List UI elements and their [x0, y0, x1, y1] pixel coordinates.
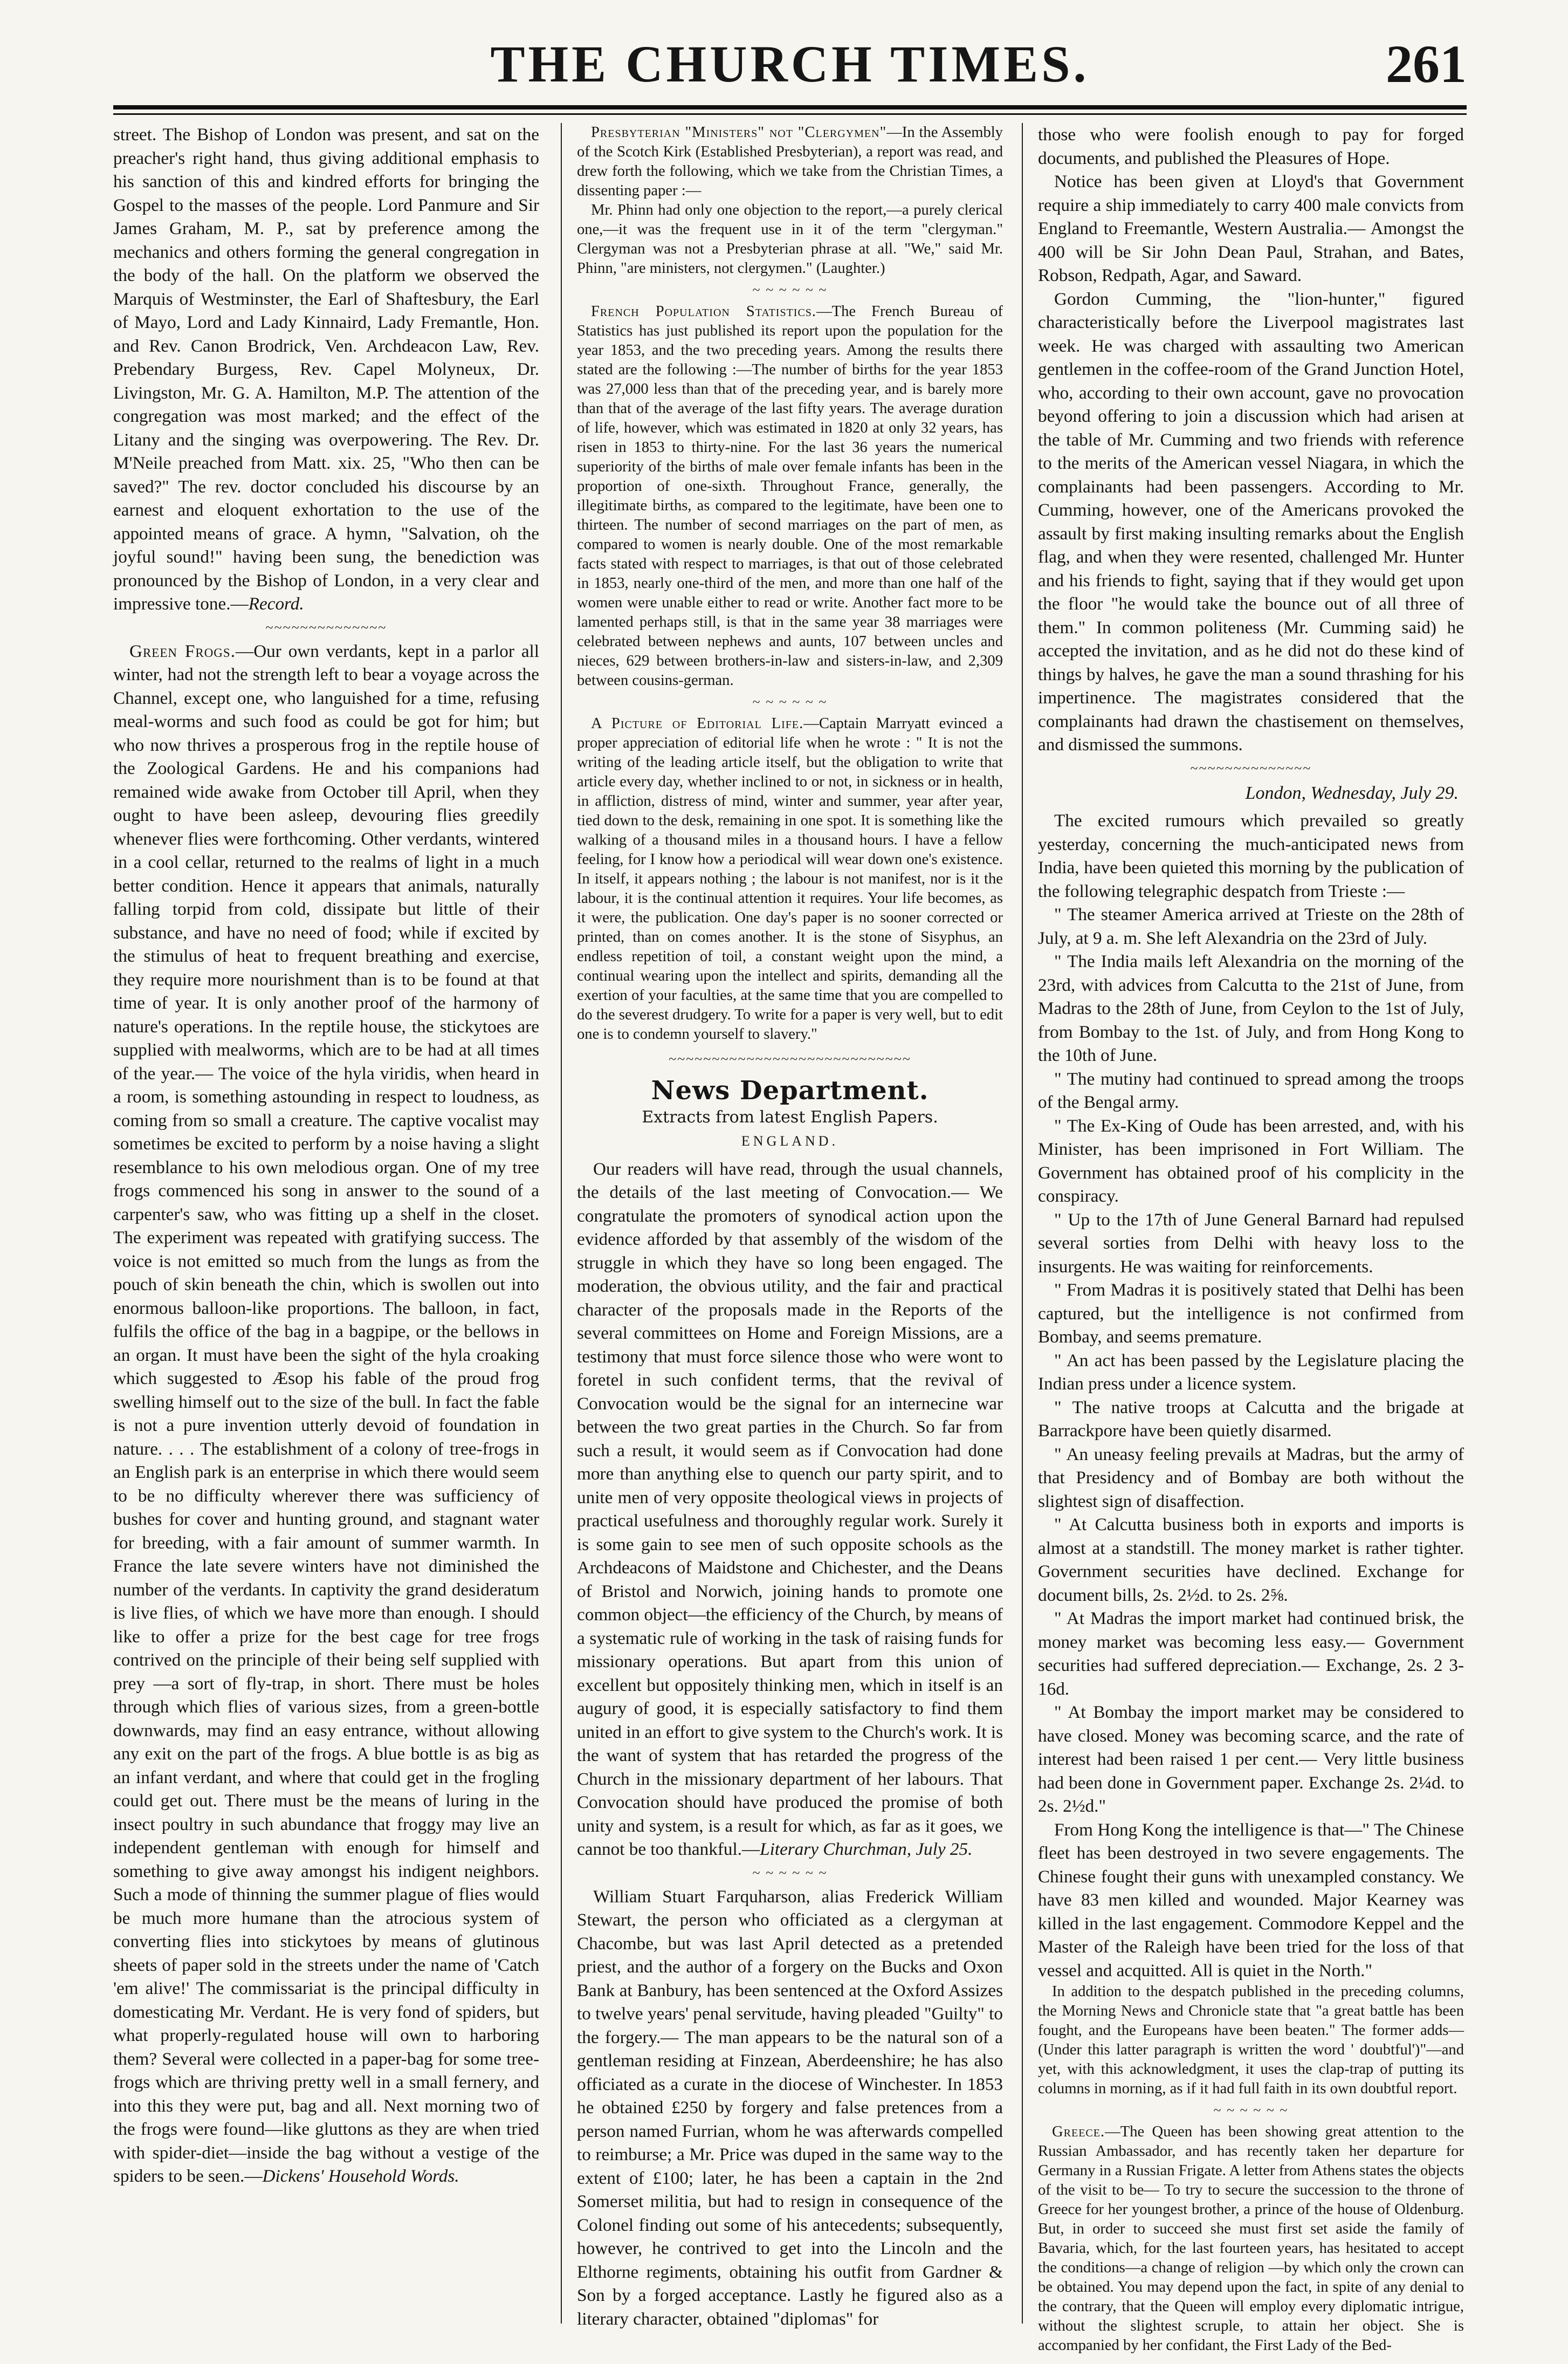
page-number: 261	[1386, 34, 1467, 94]
article-text: " At Bombay the import market may be considered to have closed. Money was becoming scarce, and the rate of interest had been raised 1 per cent.— Very little business had been done in Government paper. Exchange 2s. 2¼d. to 2s. 2½d."	[1038, 1702, 1464, 1816]
article-text: " From Madras it is positively stated that Delhi has been captured, but the intelligence is not confirmed from Bombay, and seems premature.	[1038, 1280, 1464, 1347]
article-paragraph	[1038, 1607, 1464, 1701]
article-paragraph	[1038, 287, 1464, 757]
source-citation: Literary Churchman, July 25.	[760, 1839, 973, 1859]
article-text: Notice has been given at Lloyd's that Government require a ship immediately to carry 400 male convicts from England to Freemantle, Western Australia.— Amongst the 400 will be Sir John Dean Paul, Strahan, and Bates, Robson, Redpath, Agar, and Saward.	[1038, 172, 1464, 285]
article-text: " The native troops at Calcutta and the brigade at Barrackpore have been quietly disarmed.	[1038, 1397, 1464, 1441]
article-paragraph	[1038, 123, 1464, 170]
article-text: In addition to the despatch published in the preceding columns, the Morning News and Chronicle state that "a great battle has been fought, and the Europeans have been beaten." The former adds—(Under this latter paragraph is written the word ' doubtful')"—and yet, with this acknowledgment, it uses the clap-trap of putting its columns in morning, as if it had full faith in its own doubtful report.	[1038, 1983, 1464, 2097]
article-text: —The French Bureau of Statistics has just published its report upon the population for the year 1853, and the two preceding years. Among the results there stated are the following :—The number of births for the year 1853 was 27,000 less than that of the preceding year, and is barely more than that of the average of the last fifty years. The average duration of life, however, which was estimated in 1820 at only 32 years, has risen in 1853 to thirty-nine. For the last 36 years the numerical superiority of the births of male over female infants has been in the proportion of one-sixth. Throughout France, generally, the illegitimate births, as compared to the legitimate, have been one to thirteen. The number of second marriages on the part of men, as compared to women is nearly double. One of the most remarkable facts stated with respect to marriages, is that out of those celebrated in 1853, nearly one-third of the men, and more than one half of the women were unable either to read or write. Another fact more to be lamented perhaps still, is that in the same year 38 marriages were celebrated between nephews and aunts, 107 between uncles and nieces, 629 between brothers-in-law and sisters-in-law, and 2,309 between cousins-german.	[577, 303, 1003, 689]
article-text: " The steamer America arrived at Trieste on the 28th of July, at 9 a. m. She left Alexandria on the 23rd of July.	[1038, 905, 1464, 948]
article-heading: French Population Statistics.	[591, 303, 817, 320]
article-paragraph	[577, 1157, 1003, 1861]
source-citation: Dickens' Household Words.	[262, 2166, 459, 2186]
column-2	[577, 123, 1003, 2329]
article-paragraph	[577, 714, 1003, 1044]
article-paragraph	[1038, 1396, 1464, 1443]
column-divider-2	[1022, 123, 1023, 2324]
section-separator: ~~~~~~~~~~~~~~	[265, 619, 387, 635]
article-text: —Our own verdants, kept in a parlor all winter, had not the strength left to bear a voyage across the Channel, except one, who languished for a time, refusing meal-worms and such food as could be got for him; but who now thrives a prosperous frog in the reptile house of the Zoological Gardens. He and his companions had remained wide awake from October till April, when they ought to have been asleep, devouring flies greedily whenever flies were forthcoming. Other verdants, wintered in a cool cellar, returned to the realms of light in a much better condition. Hence it appears that animals, naturally falling torpid from cold, dissipate but little of their substance, and have no need of food; while if excited by the stimulus of heat to frequent breathing and exercise, they require more nourishment than is to be found at that time of year. It is only another proof of the harmony of nature's operations. In the reptile house, the stickytoes are supplied with mealworms, which are to be had at all times of the year.— The voice of the hyla viridis, when heard in a room, is something astounding in respect to loudness, as coming from so small a creature. The captive vocalist may sometimes be excited to perform by a noise having a slight resemblance to his own melodious organ. One of my tree frogs commenced his song in answer to the sound of a carpenter's saw, who was fitting up a shelf in the closet. The experiment was repeated with gratifying success. The voice is not emitted so much from the lungs as from the pouch of skin beneath the chin, which is swollen out into enormous balloon-like proportions. The balloon, in fact, fulfils the office of the bag in a bagpipe, or the bellows in an organ. It must have been the sight of the hyla croaking which suggested to Æsop his fable of the proud frog swelling himself out to the size of the bull. In fact the fable is not a pure invention utterly devoid of foundation in nature. . . . The establishment of a colony of tree-frogs in an English park is an enterprise in which there would seem to be no difficulty wherever there was sufficiency of bushes for cover and hunting ground, and stagnant water for breeding, with a fair amount of summer warmth. In France the late severe winters have not diminished the number of the verdants. In captivity the grand desideratum is live flies, of which we have more than enough. I should like to offer a prize for the best cage for tree frogs contrived on the principle of their being self supplied with prey —a sort of fly-trap, in short. There must be holes through which flies of various sizes, from a green-bottle downwards, may find an easy entrance, without allowing any exit on the part of the frogs. A blue bottle is as big as an infant verdant, and where that could get in the frogling could get out. There must be the means of luring in the insect poultry in such abundance that froggy may live an independent gentleman with enough for himself and something to give away amongst his indigent neighbors. Such a mode of thinning the summer plague of flies would be much more humane than the atrocious system of converting flies into stickytoes by means of glutinous sheets of paper sold in the streets under the name of 'Catch 'em alive!' The commissariat is the principal difficulty in domesticating Mr. Verdant. He is very fond of spiders, but what properly-regulated house will own to harboring them? Several were collected in a paper-bag for some tree-frogs which are thriving pretty well in a small fernery, and into this they were put, bag and all. Next morning two of the frogs were found—like gluttons as they are when tried with spider-diet—inside the bag without a vestige of the spiders to be seen.—	[113, 641, 539, 2186]
article-text: " The India mails left Alexandria on the morning of the 23rd, with advices from Calcutta to the 21st of June, from Madras to the 28th of June, from Ceylon to the 1st of July, from Bombay to the 1st. of July, and from Hong Kong to the 10th of June.	[1038, 951, 1464, 1065]
article-text: Our readers will have read, through the usual channels, the details of the last meeting of Convocation.— We congratulate the promoters of synodical action upon the evidence afforded by that assembly of the wisdom of the struggle in which they have so long been engaged. The moderation, the obvious utility, and the fair and practical character of the proposals made in the Reports of the several committees on Home and Foreign Missions, are a testimony that must force silence those who were wont to foretel in such confident terms, that the revival of Convocation would be the signal for an internecine war between the two great parties in the Church. So far from such a result, it would seem as if Convocation had done more than anything else to quench our party spirit, and to unite men of very opposite theological views in projects of practical usefulness and thoroughly regular work. Surely it is some gain to see men of such opposite schools as the Archdeacons of Maidstone and Chichester, and the Deans of Bristol and Norwich, joining hands to promote one common object—the efficiency of the Church, by means of a systematic rule of working in the task of raising funds for missionary operations. But apart from this union of excellent but oppositely thinking men, which in itself is an augury of good, it is especially satisfactory to find them united in an effort to give system to the Church's work. It is the want of system that has retarded the progress of the Church in the missionary department of her labours. That Convocation should have produced the promise of both unity and system, is a result for which, as far as it goes, we cannot be too thankful.—	[577, 1159, 1003, 1859]
column-3	[1038, 123, 1464, 2354]
article-paragraph	[1038, 1278, 1464, 1349]
article-text: —The Queen has been showing great attention to the Russian Ambassador, and has recently taken her departure for Germany in a Russian Frigate. A letter from Athens states the objects of the visit to be— To try to secure the succession to the throne of Greece for her youngest brother, a prince of the house of Oldenburg. But, in order to succeed she must first set aside the family of Bavaria, which, for the last fourteen years, has hesitated to accept the conditions—a change of religion —by which only the crown can be obtained. You may depend upon the fact, in spite of any denial to the contrary, that the Queen will employ every diplomatic intrigue, without the slightest scruple, to attain her object. She is accompanied by her confidant, the First Lady of the Bed-	[1038, 2123, 1464, 2354]
article-text: " At Calcutta business both in exports and imports is almost at a standstill. The money market is rather tighter. Government securities have declined. Exchange for document bills, 2s. 2½d. to 2s. 2⅝.	[1038, 1515, 1464, 1605]
article-paragraph	[1038, 1067, 1464, 1114]
column-1	[113, 123, 539, 2324]
dateline: London, Wednesday, July 29.	[1245, 783, 1459, 803]
article-text: " An act has been passed by the Legislature placing the Indian press under a licence system.	[1038, 1350, 1464, 1394]
article-paragraph	[577, 1885, 1003, 2331]
article-paragraph	[113, 123, 539, 616]
section-separator: ~ ~ ~ ~ ~ ~	[1213, 2102, 1289, 2118]
article-paragraph	[1038, 1349, 1464, 1396]
header-rule-thick	[113, 105, 1467, 109]
article-text: " The mutiny had continued to spread among the troops of the Bengal army.	[1038, 1068, 1464, 1112]
article-paragraph	[1038, 1701, 1464, 1818]
article-text: " An uneasy feeling prevails at Madras, but the army of that Presidency and of Bombay are both without the slightest sign of disaffection.	[1038, 1444, 1464, 1511]
article-paragraph	[1038, 2122, 1464, 2355]
section-separator: ~ ~ ~ ~ ~ ~	[752, 282, 828, 298]
country-heading: ENGLAND.	[741, 1133, 839, 1149]
article-paragraph	[1038, 1982, 1464, 2099]
article-paragraph	[1038, 1208, 1464, 1279]
article-paragraph	[1038, 1114, 1464, 1208]
article-paragraph	[577, 201, 1003, 278]
article-heading: A Picture of Editorial Life.	[591, 715, 804, 732]
article-heading: Presbyterian "Ministers" not "Clergymen"	[591, 124, 887, 141]
article-text: " The Ex-King of Oude has been arrested, and, with his Minister, has been imprisoned in Fort William. The Government has obtained proof of his complicity in the conspiracy.	[1038, 1115, 1464, 1206]
article-text: Mr. Phinn had only one objection to the report,—a purely clerical one,—it was the frequent use in it of the term "clergyman." Clergyman was not a Presbyterian phrase at all. "We," said Mr. Phinn, "are ministers, not clergymen." (Laughter.)	[577, 202, 1003, 277]
article-paragraph	[577, 123, 1003, 201]
header-rule-thin	[113, 113, 1467, 115]
article-heading: Greece.	[1052, 2123, 1105, 2140]
article-text: Gordon Cumming, the "lion-hunter," figured characteristically before the Liverpool magistrates last week. He was charged with assaulting two American gentlemen in the coffee-room of the Grand Junction Hotel, who, according to their own account, gave no provocation beyond offering to join a discussion which had arisen at the table of Mr. Cumming and two friends with reference to the merits of the American vessel Niagara, in which the complainants had been passengers. According to Mr. Cumming, however, one of the Americans provoked the assault by first making insulting remarks about the English flag, and when they were resented, challenged Mr. Hunter and his friends to fight, saying that if they would get upon the floor "he would take the bounce out of all three of them." In common politeness (Mr. Cumming said) he accepted the invitation, and as he did not do these kind of things by halves, he gave the man a sound thrashing for his impertinence. The magistrates considered that the complainants had drawn the chastisement on themselves, and dismissed the summons.	[1038, 289, 1464, 755]
article-heading: Green Frogs.	[129, 641, 236, 661]
article-text: " Up to the 17th of June General Barnard had repulsed several sorties from Delhi with heavy loss to the insurgents. He was waiting for reinforcements.	[1038, 1209, 1464, 1277]
section-separator: ~ ~ ~ ~ ~ ~	[752, 1865, 828, 1881]
article-paragraph	[1038, 950, 1464, 1067]
source-citation: Record.	[248, 594, 304, 614]
section-separator: ~~~~~~~~~~~~~~~~~~~~~~~~~~~~	[669, 1051, 911, 1067]
newspaper-title: THE CHURCH TIMES.	[490, 35, 1090, 93]
masthead	[113, 30, 1467, 105]
article-text: —In the Assembly of the Scotch Kirk (Established Presbyterian), a report was read, and drew forth the following, which we take from the Christian Times, a dissenting paper :—	[577, 124, 1003, 199]
article-text: William Stuart Farquharson, alias Frederick William Stewart, the person who officiated as a clergyman at Chacombe, but was last April detected as a pretended priest, and the author of a forgery on the Bucks and Oxon Bank at Banbury, has been sentenced at the Oxford Assizes to twelve years' penal servitude, having pleaded "Guilty" to the forgery.— The man appears to be the natural son of a gentleman residing at Finzean, Aberdeenshire; he has also officiated as a curate in the diocese of Winchester. In 1853 he obtained £250 by forgery and false pretences from a person named Furrian, whom he was afterwards compelled to reimburse; a Mr. Price was duped in the same way to the extent of £100; later, he has been a captain in the 2nd Somerset militia, but had to resign in consequence of the Colonel finding out some of his antecedents; subsequently, however, he contrived to get into the Lincoln and the Elthorne regiments, obtaining his outfit from Gardner & Son by a forged acceptance. Lastly he figured also as a literary character, obtained "diplomas" for	[577, 1886, 1003, 2329]
article-paragraph	[577, 302, 1003, 690]
column-divider-1	[561, 123, 562, 2324]
article-paragraph	[1038, 170, 1464, 287]
article-text: street. The Bishop of London was present, and sat on the preacher's right hand, thus giving additional emphasis to his sanction of this and kindred efforts for bringing the Gospel to the masses of the people. Lord Panmure and Sir James Graham, M. P., sat by preference among the mechanics and others forming the general congregation in the body of the hall. On the platform we observed the Marquis of Westminster, the Earl of Shaftesbury, the Earl of Mayo, Lord and Lady Kinnaird, Lady Fremantle, Hon. and Rev. Canon Brodrick, Ven. Archdeacon Law, Rev. Prebendary Burgess, Rev. Capel Molyneux, Dr. Livingston, Mr. G. A. Hamilton, M.P. The attention of the congregation was most marked; and the effect of the Litany and the singing was overpowering. The Rev. Dr. M'Neile preached from Matt. xix. 25, "Who then can be saved?" The rev. doctor concluded his discourse by an earnest and eloquent exhortation to the use of the appointed means of grace. A hymn, "Salvation, oh the joyful sound!" having been sung, the benediction was pronounced by the Bishop of London, in a very clear and impressive tone.—	[113, 125, 539, 614]
article-paragraph	[1038, 903, 1464, 950]
article-paragraph	[1038, 1818, 1464, 1983]
article-text: From Hong Kong the intelligence is that—" The Chinese fleet has been destroyed in two severe engagements. The Chinese fought their guns with unexampled constancy. We have 83 men killed and wounded. Major Kearney was killed in the last engagement. Commodore Keppel and the Master of the Raleigh have been tried for the loss of that vessel and acquitted. All is quiet in the North."	[1038, 1819, 1464, 1981]
section-separator: ~ ~ ~ ~ ~ ~	[752, 694, 828, 710]
article-paragraph	[1038, 809, 1464, 903]
article-text: those who were foolish enough to pay for forged documents, and published the Pleasures of Hope.	[1038, 125, 1464, 168]
article-text: —Captain Marryatt evinced a proper appreciation of editorial life when he wrote : " It is not the writing of the leading article itself, but the obligation to write that article every day, whether inclined to or not, in sickness or in health, in affliction, distress of mind, winter and summer, year after year, tied down to the desk, remaining in one spot. It is something like the walking of a thousand miles in a thousand hours. I have a fellow feeling, for I know how a periodical will wear down one's existence. In itself, it appears nothing ; the labour is not manifest, nor is it the labour, it is the continual attention it requires. Your life becomes, as it were, the publication. One day's paper is no sooner corrected or printed, than on comes another. It is the stone of Sisyphus, an endless repetition of toil, a constant weight upon the mind, a continual wearing upon the intellect and spirits, demanding all the exertion of your faculties, at the same time that you are compelled to do the severest drudgery. To write for a paper is very well, but to edit one is to condemn yourself to slavery."	[577, 715, 1003, 1043]
article-paragraph	[1038, 1443, 1464, 1513]
department-title: News Department.	[651, 1075, 929, 1106]
article-paragraph	[1038, 1513, 1464, 1607]
section-separator: ~~~~~~~~~~~~~~	[1190, 760, 1312, 776]
article-paragraph	[113, 640, 539, 2188]
article-text: The excited rumours which prevailed so greatly yesterday, concerning the much-anticipated news from India, have been quieted this morning by the publication of the following telegraphic despatch from Trieste :—	[1038, 811, 1464, 901]
department-subtitle: Extracts from latest English Papers.	[642, 1108, 938, 1127]
article-text: " At Madras the import market had continued brisk, the money market was becoming less easy.— Government securities had suffered depreciation.— Exchange, 2s. 2 3-16d.	[1038, 1608, 1464, 1699]
